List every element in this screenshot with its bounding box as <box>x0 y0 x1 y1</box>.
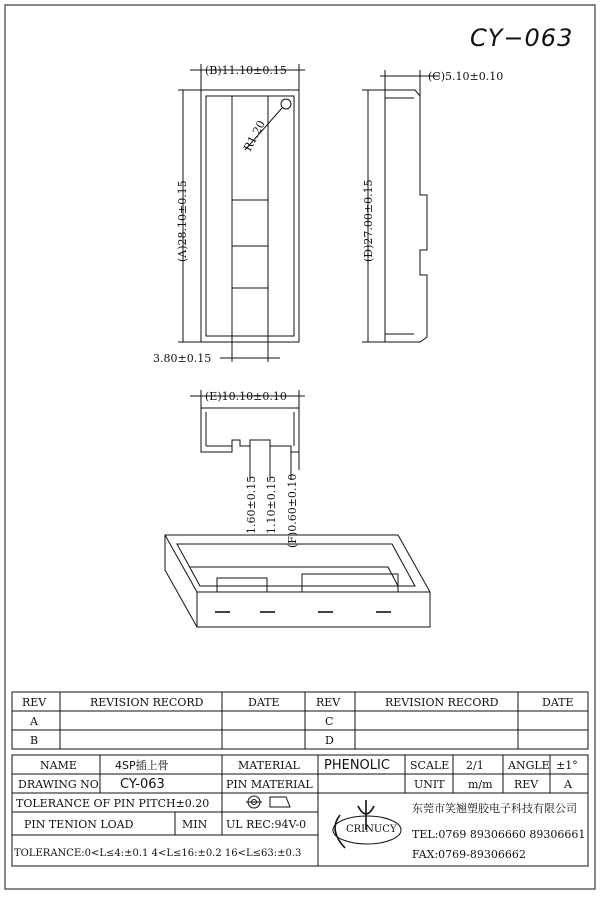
rev-d: D <box>325 734 334 747</box>
material-label: MATERIAL <box>238 759 300 772</box>
dim-e-label: (E)10.10±0.10 <box>205 390 287 403</box>
name-label: NAME <box>40 759 77 772</box>
ul-rec: UL REC:94V-0 <box>226 818 307 831</box>
dim-pin1-label: 1.60±0.15 <box>245 475 258 534</box>
scale-value: 2/1 <box>466 759 484 772</box>
rev-value: A <box>564 778 572 791</box>
dim-radius-label: R1.20 <box>241 118 269 154</box>
rev-b: B <box>30 734 39 747</box>
company-name: 东莞市笑翘塑胶电子科技有限公司 <box>412 802 577 815</box>
scale-label: SCALE <box>410 759 450 772</box>
angle-value: ±1° <box>556 759 578 772</box>
drawing-number-title: CY−063 <box>470 24 574 52</box>
tolerance-pitch: TOLERANCE OF PIN PITCH±0.20 <box>16 797 210 810</box>
rev-header-2: REV <box>316 696 341 709</box>
pin-tension-min: MIN <box>182 818 208 831</box>
drawing-no-value: CY-063 <box>120 777 165 792</box>
angle-label: ANGLE <box>508 759 550 772</box>
company-tel: TEL:0769 89306660 89306661 <box>412 828 586 841</box>
tolerance-general: TOLERANCE:0<L≤4:±0.1 4<L≤16:±0.2 16<L≤63:±0.3 <box>14 848 302 859</box>
rev-a: A <box>30 715 38 728</box>
dim-pin2-label: 1.10±0.15 <box>265 475 278 534</box>
material-value: PHENOLIC <box>324 758 390 773</box>
dim-d-label: (D)27.00±0.15 <box>362 179 375 262</box>
unit-value: m/m <box>468 778 493 791</box>
date-header-1: DATE <box>248 696 280 709</box>
dim-a-label: (A)28.10±0.15 <box>176 180 189 262</box>
pin-tension-label: PIN TENION LOAD <box>24 818 134 831</box>
dim-bottom-width-label: 3.80±0.15 <box>153 352 212 365</box>
dim-c-label: (C)5.10±0.10 <box>428 70 504 83</box>
dim-f-label: (F)0.60±0.10 <box>286 473 299 548</box>
company-fax: FAX:0769-89306662 <box>412 848 526 861</box>
revision-record-header-1: REVISION RECORD <box>90 696 204 709</box>
rev-header-1: REV <box>22 696 47 709</box>
rev-c: C <box>325 715 334 728</box>
name-value: 4SP插上骨 <box>115 759 169 772</box>
rev-label: REV <box>514 778 539 791</box>
unit-label: UNIT <box>414 778 445 791</box>
date-header-2: DATE <box>542 696 574 709</box>
revision-record-header-2: REVISION RECORD <box>385 696 499 709</box>
dim-b-label: (B)11.10±0.15 <box>205 64 287 77</box>
drawing-no-label: DRAWING NO. <box>18 778 102 791</box>
pin-material-label: PIN MATERIAL <box>226 778 313 791</box>
svg-text:CRINUCY: CRINUCY <box>346 824 397 835</box>
